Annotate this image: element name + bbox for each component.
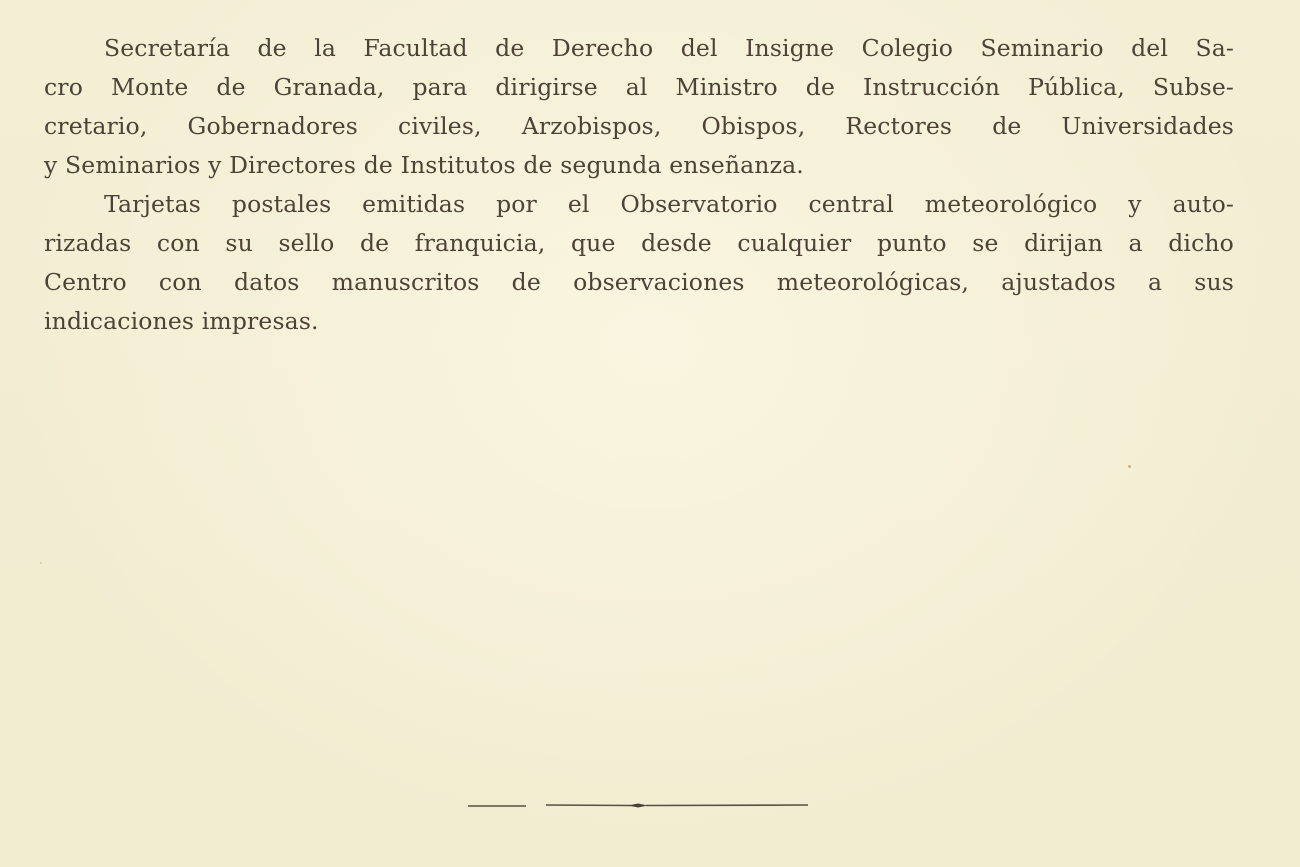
text-line: indicaciones impresas.	[44, 307, 319, 335]
paragraph-secretaria	[44, 29, 1234, 185]
text-line: Centro con datos manuscritos de observaciones meteorológicas, ajustados a sus	[44, 268, 1234, 296]
text-line: cro Monte de Granada, para dirigirse al Ministro de Instrucción Pública, Subse-	[44, 73, 1234, 101]
text-line: Tarjetas postales emitidas por el Observatorio central meteorológico y auto-	[104, 190, 1234, 218]
paper-speck	[1128, 465, 1131, 468]
text-line: rizadas con su sello de franquicia, que desde cualquier punto se dirijan a dicho	[44, 229, 1234, 257]
end-ornament-rule	[466, 799, 811, 813]
text-line: y Seminarios y Directores de Institutos de segunda enseñanza.	[44, 151, 804, 179]
text-line: cretario, Gobernadores civiles, Arzobispos, Obispos, Rectores de Universidades	[44, 112, 1234, 140]
paper-speck	[40, 562, 42, 564]
text-line: Secretaría de la Facultad de Derecho del Insigne Colegio Seminario del Sa-	[104, 34, 1234, 62]
paragraph-tarjetas-postales	[44, 185, 1234, 341]
